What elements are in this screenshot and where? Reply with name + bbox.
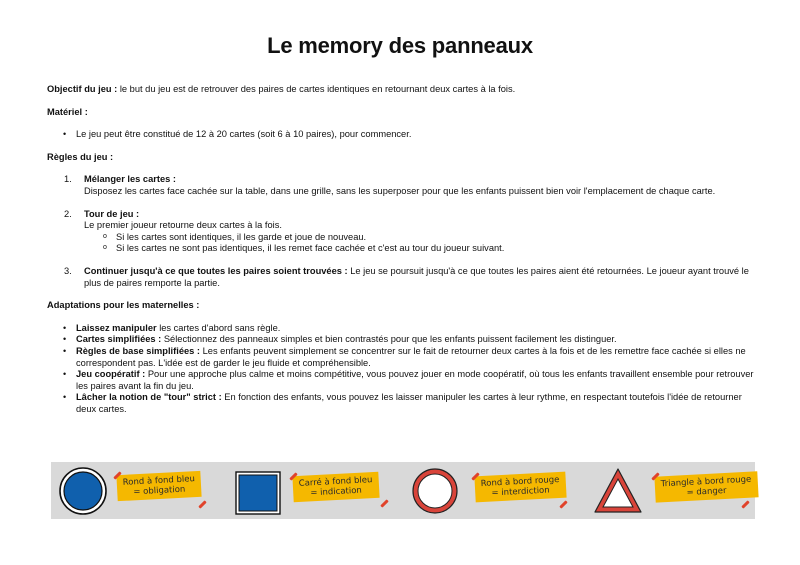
blue-circle-sign-icon <box>58 466 108 516</box>
sign-note-line2: = danger <box>686 485 727 499</box>
red-triangle-sign-icon <box>593 467 643 515</box>
sign-note-line1: Rond à fond bleu <box>122 474 196 488</box>
item-text: Sélectionnez des panneaux simples et bien contrastés pour que les enfants puissent facilement les distinguer. <box>161 334 617 345</box>
objective-paragraph <box>47 84 757 96</box>
list-item <box>47 369 757 392</box>
sign-note <box>654 471 758 502</box>
step-text: Le premier joueur retourne deux cartes à la fois. <box>84 220 282 231</box>
step-title: Tour de jeu : <box>84 208 140 219</box>
regles-list <box>47 174 757 231</box>
sign-card-interdiction <box>411 462 587 519</box>
regles-heading: Règles du jeu : <box>47 151 114 162</box>
objective-label: Objectif du jeu : <box>47 84 118 94</box>
sign-card-danger <box>591 462 755 519</box>
item-text: les cartes d'abord sans règle. <box>156 322 281 333</box>
list-item <box>47 334 757 346</box>
sign-note-line1: Rond à bord rouge <box>480 474 560 490</box>
sign-note <box>474 472 566 503</box>
tape-mark <box>559 500 567 508</box>
adaptations-heading: Adaptations pour les maternelles : <box>47 300 200 311</box>
document-body <box>47 84 757 415</box>
step-number: 1. <box>64 174 72 185</box>
materiel-list <box>47 129 757 141</box>
step-title: Continuer jusqu'à ce que toutes les paires soient trouvées : <box>84 265 348 276</box>
tape-mark <box>741 500 749 508</box>
item-label: Cartes simplifiées : <box>76 334 162 345</box>
step-number: 2. <box>64 208 72 219</box>
list-item <box>47 323 757 335</box>
red-circle-sign-icon <box>411 466 459 516</box>
item-text: Pour une approche plus calme et moins compétitive, vous pouvez jouer en mode coopératif, où tous les enfants travaillent ensemble pour retrouver les paires avant la fin du jeu. <box>76 369 754 391</box>
sub-list-item: o Si les cartes ne sont pas identiques, il les remet face cachée et c'est au tour du joueur suivant. <box>47 243 757 255</box>
sign-note-line1: Triangle à bord rouge <box>660 474 752 490</box>
step-text: Le jeu se poursuit jusqu'à ce que toutes les paires aient été retournées. Le joueur ayant trouvé le plus de paires remporte la partie. <box>84 265 749 288</box>
page-title: Le memory des panneaux <box>267 33 533 58</box>
rule-step <box>47 266 757 289</box>
sign-note-line2: = interdiction <box>491 485 550 499</box>
sign-note-line2: = indication <box>310 485 363 499</box>
item-label: Lâcher la notion de "tour" strict : <box>76 392 222 403</box>
blue-square-sign-icon <box>235 471 281 515</box>
item-text: Les enfants peuvent simplement se concentrer sur le fait de retourner deux cartes à la fois et de les remettre face cachée si elles ne correspondent pas. L'idée est de garder le jeu fluide et compréhensible. <box>76 345 746 368</box>
sign-note-line2: = obligation <box>133 484 186 498</box>
regles-list-cont <box>47 266 757 289</box>
sign-card-obligation <box>51 462 227 519</box>
item-label: Jeu coopératif : <box>76 369 146 380</box>
item-label: Laissez manipuler <box>76 322 157 333</box>
sign-note-line1: Carré à fond bleu <box>298 475 373 489</box>
sign-note <box>292 472 379 502</box>
materiel-heading: Matériel : <box>47 106 88 117</box>
list-item <box>47 392 757 415</box>
road-signs-banner <box>51 462 755 519</box>
adaptations-list <box>47 323 757 416</box>
list-item <box>47 346 757 369</box>
tape-mark <box>198 500 206 508</box>
step-title: Mélanger les cartes : <box>84 174 176 185</box>
step-number: 3. <box>64 265 72 276</box>
rule-step <box>47 209 757 232</box>
step-text: Disposez les cartes face cachée sur la table, dans une grille, sans les superposer pour que les enfants puissent bien voir l'emplacement de chaque carte. <box>84 185 716 196</box>
tape-mark <box>380 499 388 507</box>
rule-step <box>47 174 757 197</box>
sign-card-indication <box>231 462 407 519</box>
objective-text: le but du jeu est de retrouver des paires de cartes identiques en retournant deux cartes à la fois. <box>117 84 516 94</box>
sign-note <box>116 471 201 501</box>
item-label: Règles de base simplifiées : <box>76 345 201 356</box>
list-item: • Le jeu peut être constitué de 12 à 20 cartes (soit 6 à 10 paires), pour commencer. <box>47 129 757 141</box>
sub-list-item: o Si les cartes sont identiques, il les garde et joue de nouveau. <box>47 232 757 244</box>
tour-sub-list <box>47 232 757 255</box>
item-text: En fonction des enfants, vous pouvez les laisser manipuler les cartes à leur rythme, en respectant toutefois l'idée de retourner deux cartes. <box>76 392 742 414</box>
